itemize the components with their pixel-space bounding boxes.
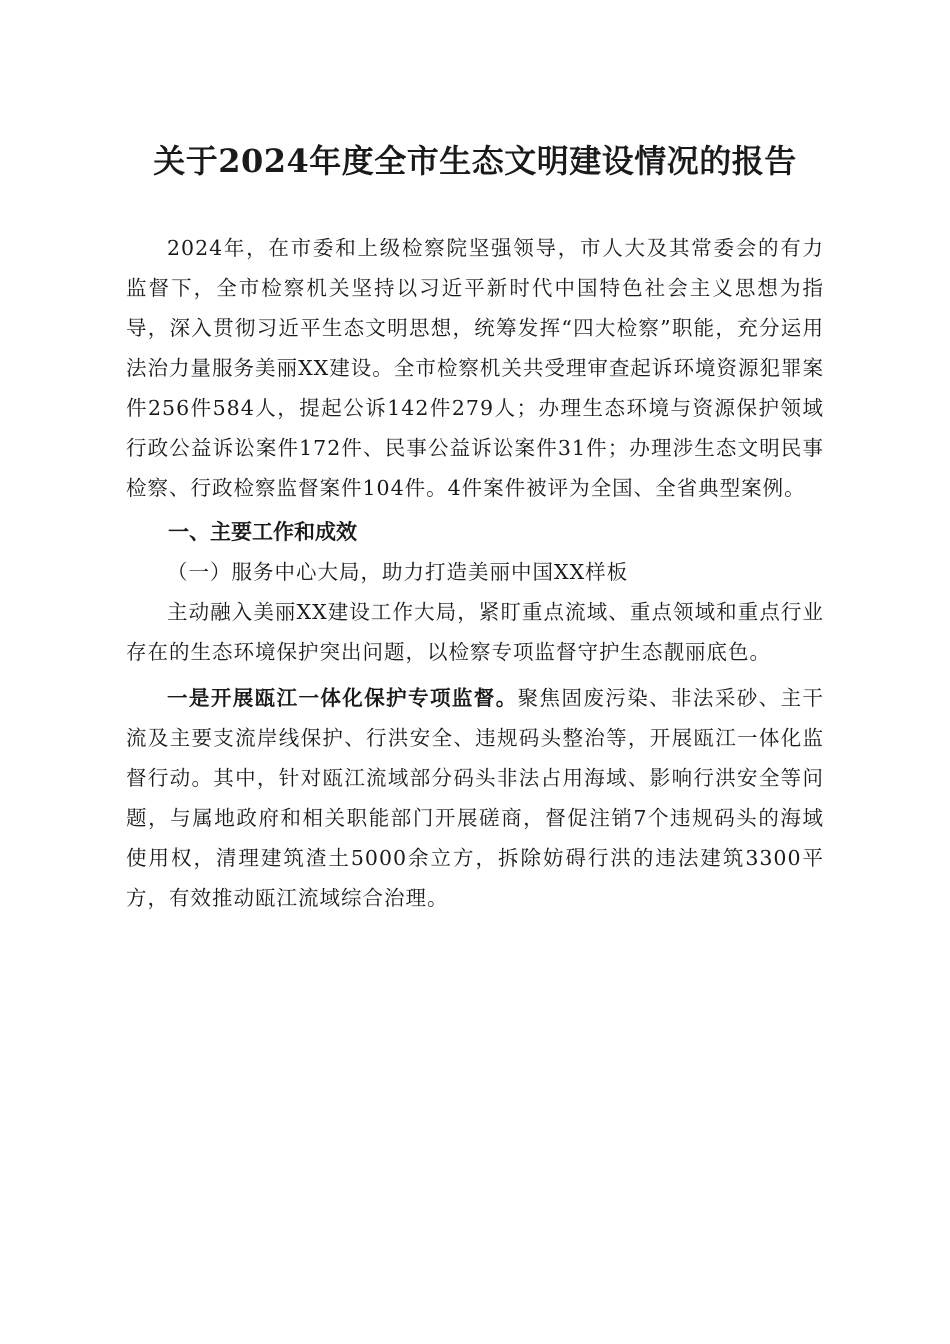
document-body <box>126 228 824 918</box>
subsection-heading-serve-center: （一）服务中心大局，助力打造美丽中国XX样板 <box>167 560 629 584</box>
item-paragraph-oujiang <box>126 678 824 918</box>
document-title: 关于2024年度全市生态文明建设情况的报告 <box>153 142 797 180</box>
subsection-paragraph: 主动融入美丽XX建设工作大局，紧盯重点流域、重点领域和重点行业存在的生态环境保护突出问题，以检察专项监督守护生态靓丽底色。 <box>126 600 824 664</box>
item-body-text: 聚焦固废污染、非法采砂、主干流及主要支流岸线保护、行洪安全、违规码头整治等，开展瓯江一体化监督行动。其中，针对瓯江流域部分码头非法占用海域、影响行洪安全等问题，与属地政府和相关职能部门开展磋商，督促注销7个违规码头的海域使用权，清理建筑渣土5000余立方，拆除妨碍行洪的违法建筑3300平方，有效推动瓯江流域综合治理。 <box>126 686 825 910</box>
intro-paragraph: 2024年，在市委和上级检察院坚强领导，市人大及其常委会的有力监督下，全市检察机关坚持以习近平新时代中国特色社会主义思想为指导，深入贯彻习近平生态文明思想，统筹发挥“四大检察”职能，充分运用法治力量服务美丽XX建设。全市检察机关共受理审查起诉环境资源犯罪案件256件584人，提起公诉142件279人；办理生态环境与资源保护领域行政公益诉讼案件172件、民事公益诉讼案件31件；办理涉生态文明民事检察、行政检察监督案件104件。4件案件被评为全国、全省典型案例。 <box>126 236 824 500</box>
section-heading-main-work: 一、主要工作和成效 <box>168 520 357 544</box>
item-lead-text: 一是开展瓯江一体化保护专项监督。 <box>167 686 518 710</box>
